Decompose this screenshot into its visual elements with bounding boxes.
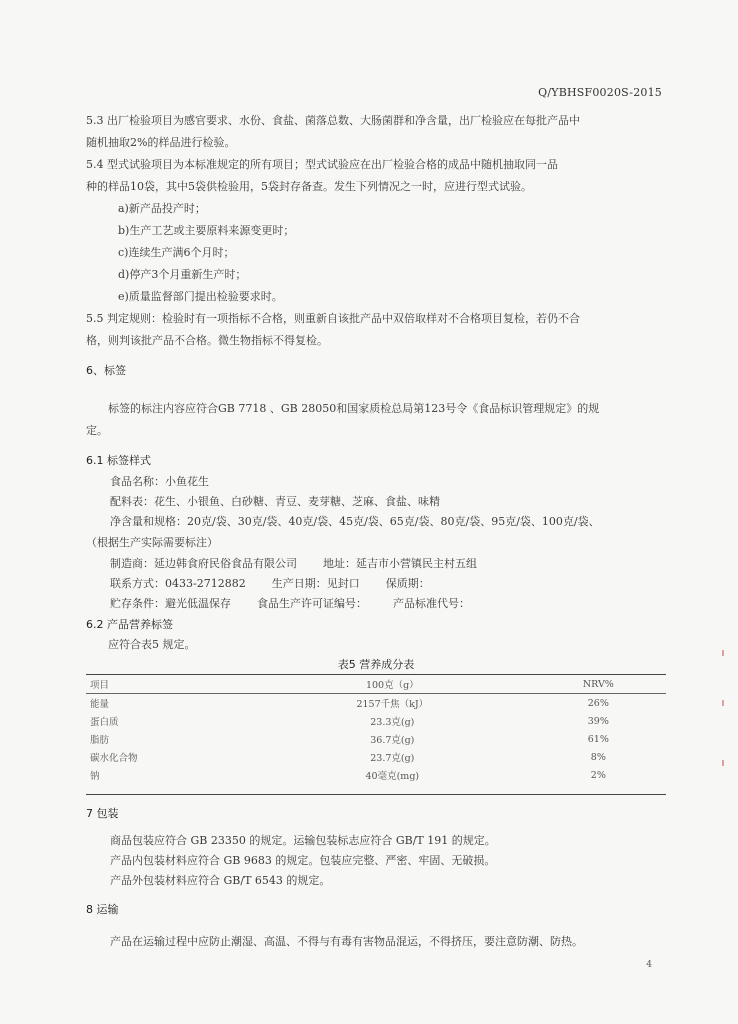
- table-cell: 61%: [587, 733, 609, 745]
- table-cell: 39%: [587, 715, 609, 727]
- section-8-heading: 8 运输: [86, 903, 119, 916]
- standard-code: Q/YBHSF0020S-2015: [538, 86, 662, 99]
- table-row: [86, 748, 666, 766]
- para-5-3-line1: 5.3 出厂检验项目为感官要求、水份、食盐、菌落总数、大肠菌群和净含量，出厂检验应在每批产品中: [86, 114, 580, 127]
- para-5-4-line2: 种的样品10袋，其中5袋供检验用，5袋封存备查。发生下列情况之一时，应进行型式试验。: [86, 180, 532, 193]
- label-shelf-life: 保质期：: [385, 577, 430, 590]
- table-header-row: [86, 675, 666, 694]
- type-test-conditions: [86, 198, 666, 308]
- table-cell: 2%: [590, 769, 606, 781]
- label-contact-row: [110, 574, 666, 594]
- packaging-text: [86, 831, 666, 891]
- table-cell: 23.7克(g): [370, 753, 415, 764]
- table-cell: 23.3克(g): [370, 717, 415, 728]
- packaging-line: 产品外包装材料应符合 GB/T 6543 的规定。: [110, 874, 331, 887]
- para-5-5-line2: 格，则判该批产品不合格。微生物指标不得复检。: [86, 334, 328, 347]
- section-6-1-heading: 6.1 标签样式: [86, 454, 151, 467]
- table-cell: 36.7克(g): [370, 735, 415, 746]
- table-header-cell: NRV%: [531, 675, 666, 694]
- section-7-heading: 7 包装: [86, 807, 119, 820]
- list-item: e)质量监督部门提出检验要求时。: [118, 290, 283, 303]
- packaging-line: 产品内包装材料应符合 GB 9683 的规定。包装应完整、严密、牢固、无破损。: [110, 854, 496, 867]
- section-6-2-heading: 6.2 产品营养标签: [86, 618, 173, 631]
- table-cell: 蛋白质: [90, 717, 119, 728]
- label-sample: [86, 472, 666, 532]
- table-cell: 2157千焦（kJ）: [356, 699, 429, 710]
- label-maker-row: [110, 554, 666, 574]
- label-ingredients: 配料表：花生、小银鱼、白砂糖、青豆、麦芽糖、芝麻、食盐、味精: [110, 495, 440, 508]
- label-maker: 制造商：延边韩食府民俗食品有限公司: [110, 557, 297, 570]
- para-5-3-line2: 随机抽取2%的样品进行检验。: [86, 136, 236, 149]
- margin-mark: [722, 760, 724, 766]
- section-6-2-text: 应符合表5 规定。: [108, 638, 196, 651]
- table-cell: 钠: [90, 771, 100, 782]
- list-item: c)连续生产满6个月时；: [118, 246, 235, 259]
- table-row: [86, 730, 666, 748]
- table-cell: 碳水化合物: [90, 753, 138, 764]
- label-storage: 贮存条件：避光低温保存: [110, 597, 231, 610]
- list-item: d)停产3个月重新生产时；: [118, 268, 247, 281]
- nutrition-table: [86, 674, 666, 795]
- packaging-line: 商品包装应符合 GB 23350 的规定。运输包装标志应符合 GB/T 191 的规定。: [110, 834, 496, 847]
- label-address: 地址：延吉市小营镇民主村五组: [323, 557, 477, 570]
- table-cell: 26%: [587, 697, 609, 709]
- table-row: [86, 766, 666, 784]
- table-row: [86, 712, 666, 730]
- label-net-content-note: （根据生产实际需要标注）: [86, 536, 218, 549]
- transport-line: 产品在运输过程中应防止潮湿、高温、不得与有毒有害物品混运，不得挤压，要注意防潮、防热。: [110, 935, 583, 948]
- table-5-title: 表5 营养成分表: [337, 658, 415, 671]
- para-5-5-line1: 5.5 判定规则：检验时有一项指标不合格，则重新自该批产品中双倍取样对不合格项目复检，若仍不合: [86, 312, 580, 325]
- table-cell: 8%: [590, 751, 606, 763]
- margin-mark: [722, 700, 724, 706]
- table-header-cell: 100克（g）: [254, 675, 531, 694]
- table-cell: 脂肪: [90, 735, 110, 746]
- page-number: 4: [646, 960, 652, 970]
- table-row: [86, 694, 666, 713]
- list-item: b)生产工艺或主要原料来源变更时；: [118, 224, 295, 237]
- table-cell: 40毫克(mg): [365, 771, 420, 782]
- label-date: 生产日期：见封口: [271, 577, 360, 590]
- label-license: 食品生产许可证编号：: [257, 597, 367, 610]
- list-item: a)新产品投产时；: [118, 202, 206, 215]
- label-standard: 产品标准代号：: [393, 597, 470, 610]
- label-intro-line2: 定。: [86, 424, 108, 437]
- label-storage-row: [110, 594, 666, 614]
- table-cell: 能量: [90, 699, 110, 710]
- table-row-spacer: [86, 784, 666, 795]
- label-sample-cont: [86, 554, 666, 614]
- label-food-name: 食品名称：小鱼花生: [110, 475, 209, 488]
- label-contact: 联系方式：0433-2712882: [110, 577, 246, 590]
- label-intro-line1: 标签的标注内容应符合GB 7718 、GB 28050和国家质检总局第123号令《食品标识管理规定》的规: [108, 402, 600, 415]
- margin-mark: [722, 650, 724, 656]
- label-net-content: 净含量和规格：20克/袋、30克/袋、40克/袋、45克/袋、65克/袋、80克/袋、95克/袋、100克/袋、: [110, 515, 600, 528]
- para-5-4-line1: 5.4 型式试验项目为本标准规定的所有项目；型式试验应在出厂检验合格的成品中随机抽取同一品: [86, 158, 558, 171]
- section-6-heading: 6、标签: [86, 364, 126, 377]
- table-header-cell: 项目: [86, 675, 254, 694]
- document-body: [86, 110, 666, 953]
